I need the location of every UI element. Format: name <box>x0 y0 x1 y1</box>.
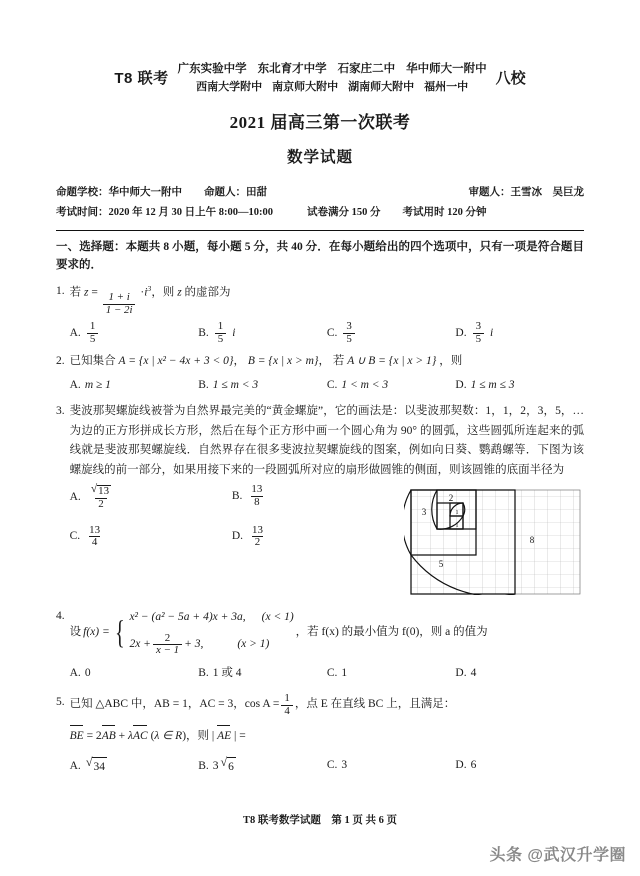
vector-ac: AC <box>133 726 148 747</box>
question-3-options-row1 <box>70 484 394 511</box>
stem-middle: ，则 <box>151 285 175 298</box>
option-label: B. <box>198 379 209 392</box>
question-number: 3. <box>56 404 65 417</box>
option-suffix: i <box>232 326 236 339</box>
option-c[interactable] <box>70 525 232 550</box>
page-footer: T8 联考数学试题 第 1 页 共 6 页 <box>242 815 397 826</box>
fraction-denominator: 5 <box>473 333 484 346</box>
stem-suffix: ，若 f(x) 的最小值为 f(0)，则 a 的值为 <box>295 625 488 638</box>
fraction-denominator: 5 <box>215 333 226 346</box>
svg-text:1: 1 <box>455 522 459 529</box>
svg-text:2: 2 <box>448 492 454 503</box>
option-d[interactable] <box>455 664 584 683</box>
question-2 <box>56 352 584 394</box>
sqrt-symbol: √ 6 <box>221 756 236 777</box>
set-a-definition: A = {x | x² − 4x + 3 < 0} <box>118 355 234 368</box>
option-text: 1 <box>341 667 348 680</box>
page-title: 2021 届高三第一次联考 <box>229 113 411 133</box>
option-label: B. <box>198 326 209 339</box>
option-b[interactable] <box>198 376 327 395</box>
option-a[interactable] <box>70 664 199 683</box>
fraction-numerator: 1 <box>284 691 290 704</box>
variable-z-2: z <box>177 285 182 298</box>
option-a[interactable] <box>70 321 199 346</box>
option-label: C. <box>69 530 81 543</box>
exam-body <box>56 231 584 777</box>
school-name: 广东实验中学 <box>177 63 247 75</box>
option-fraction <box>248 484 265 509</box>
option-a[interactable] <box>70 756 199 777</box>
case-2-fraction <box>153 633 182 658</box>
option-c[interactable] <box>327 756 456 775</box>
question-number: 4. <box>56 609 65 622</box>
fibonacci-spiral-figure <box>404 481 584 595</box>
stem-line-1b: ，点 E 在直线 BC 上，且满足： <box>294 698 456 711</box>
option-label: D. <box>455 759 467 772</box>
question-number: 2. <box>56 355 65 368</box>
question-number: 1. <box>56 284 65 297</box>
sqrt-symbol: √ 13 <box>90 482 110 497</box>
question-4 <box>56 607 584 683</box>
svg-text:5: 5 <box>438 558 444 569</box>
left-brace: { <box>114 614 125 651</box>
option-text: 6 <box>470 759 477 772</box>
fraction-numerator: 1 <box>217 319 224 332</box>
option-d[interactable] <box>455 376 584 395</box>
union-condition: A ∪ B = {x | x > 1} <box>347 355 437 368</box>
option-label: D. <box>455 326 467 339</box>
section-one-intro: 一、选择题：本题共 8 小题，每小题 5 分，共 40 分．在每小题给出的四个选项中，只有一项是符合题目要求的． <box>56 241 584 272</box>
option-d[interactable] <box>232 525 394 550</box>
option-b[interactable] <box>198 664 327 683</box>
option-fraction <box>215 321 226 346</box>
question-1-options <box>70 321 584 346</box>
option-label: A. <box>69 326 81 339</box>
fraction-denominator: 2 <box>95 498 106 511</box>
question-1 <box>56 282 584 346</box>
stem-prefix: 设 <box>69 625 82 638</box>
masthead <box>0 0 640 94</box>
exam-meta <box>56 183 584 223</box>
option-b[interactable] <box>232 484 394 509</box>
option-label: A. <box>69 760 81 773</box>
question-5 <box>56 693 584 777</box>
option-text: 1 或 4 <box>212 667 242 680</box>
case-2-condition: (x > 1) <box>237 638 270 651</box>
option-label: D. <box>455 379 467 392</box>
school-name: 福州一中 <box>424 80 469 93</box>
function-definition: f(x) = <box>83 625 110 638</box>
fraction-numerator: 1 + i <box>108 291 130 304</box>
proposer-school-label: 命题学校： <box>56 187 109 199</box>
proposer-label: 命题人： <box>204 187 246 199</box>
option-label: B. <box>198 760 209 773</box>
exponent: 3 <box>147 283 152 293</box>
fraction-numerator: 13 <box>252 523 263 536</box>
question-3 <box>56 402 584 595</box>
option-text: 4 <box>470 667 477 680</box>
exam-time-value: 2020 年 12 月 30 日上午 8:00—10:00 <box>108 207 273 219</box>
option-c[interactable] <box>327 376 456 395</box>
reviewer-label: 审题人： <box>468 187 511 199</box>
full-score: 试卷满分 150 分 <box>307 207 381 219</box>
watermark: 头条 @武汉升学圈 <box>489 847 626 864</box>
option-d[interactable] <box>455 321 584 346</box>
option-a[interactable] <box>70 484 232 511</box>
option-d[interactable] <box>455 756 584 775</box>
stem-prefix: 已知集合 <box>69 355 116 368</box>
proposer-school-value: 华中师大一附中 <box>108 187 182 199</box>
fraction-numerator: 13 <box>251 482 263 495</box>
proposer-value: 田甜 <box>246 187 267 199</box>
fraction-numerator: 13 <box>89 523 101 536</box>
fraction-denominator: 5 <box>343 333 354 346</box>
school-name: 东北育才中学 <box>257 63 327 75</box>
option-fraction <box>87 321 98 346</box>
fraction-numerator: 1 <box>89 319 96 332</box>
school-row-2 <box>196 80 468 95</box>
option-a[interactable] <box>70 376 199 395</box>
school-name: 南京师大附中 <box>272 80 339 93</box>
school-name: 华中师大一附中 <box>406 63 487 75</box>
option-b[interactable] <box>198 321 327 346</box>
page-subtitle: 数学试题 <box>286 149 353 167</box>
case-1-condition: (x < 1) <box>261 610 294 623</box>
stem-suffix: ，则 <box>439 355 463 368</box>
fraction-numerator: 2 <box>164 631 171 644</box>
t8-league-mark: T8 联考 <box>114 69 169 87</box>
question-stem <box>70 607 584 658</box>
question-number: 5. <box>56 695 65 708</box>
case-2-expression-b: + 3, <box>184 638 204 651</box>
option-text: 3 <box>341 759 348 772</box>
case-2-expression-a: 2x + <box>129 638 151 651</box>
school-row-1 <box>178 62 487 78</box>
piecewise-cases <box>112 607 294 658</box>
school-name: 西南大学附中 <box>196 80 263 93</box>
eight-schools-mark: 八校 <box>495 70 526 87</box>
option-label: A. <box>69 667 81 680</box>
question-5-options <box>70 756 584 777</box>
question-2-options <box>70 376 584 395</box>
fraction-numerator <box>87 484 115 498</box>
vector-be: BE <box>70 726 84 747</box>
sqrt-symbol: √ 34 <box>86 756 107 777</box>
condition-prefix: 若 <box>332 355 345 368</box>
meta-row-time <box>56 203 584 223</box>
option-fraction <box>473 321 484 346</box>
option-label: C. <box>326 326 338 339</box>
option-fraction <box>87 484 115 511</box>
option-label: C. <box>326 379 338 392</box>
option-label: A. <box>69 379 81 392</box>
option-fraction <box>86 525 103 550</box>
question-3-options-row2 <box>70 525 394 550</box>
question-4-options <box>70 664 584 683</box>
option-label: B. <box>231 489 243 502</box>
fraction-denominator: 5 <box>87 333 98 346</box>
school-name: 湖南师大附中 <box>348 80 415 93</box>
vector-ae: AE <box>217 726 231 747</box>
option-c[interactable] <box>327 321 456 346</box>
case-2 <box>129 633 293 658</box>
option-coefficient: 3 <box>212 760 219 773</box>
option-fraction <box>249 525 266 550</box>
option-text: 1 ≤ m ≤ 3 <box>470 379 515 392</box>
fraction-denominator: 4 <box>281 705 292 718</box>
fraction-denominator: 8 <box>251 496 262 509</box>
option-label: B. <box>198 667 209 680</box>
svg-text:1: 1 <box>455 509 459 516</box>
option-text: 1 < m < 3 <box>341 379 389 392</box>
exam-time-label: 考试时间： <box>56 207 109 219</box>
meta-row-proposer <box>56 183 584 203</box>
question-stem: 已知集合 A = {x | x² − 4x + 3 < 0}， B = {x | x > m}， 若 A ∪ B = {x | x > 1} ，则 <box>69 355 463 368</box>
option-b[interactable] <box>198 756 327 777</box>
imaginary-unit: i <box>144 285 148 298</box>
fraction-numerator: 3 <box>475 319 482 332</box>
option-suffix: i <box>490 326 494 339</box>
option-label: D. <box>455 667 467 680</box>
fraction-numerator: 3 <box>346 319 352 332</box>
fraction-denominator: 2 <box>252 536 263 549</box>
school-name: 石家庄二中 <box>337 63 396 75</box>
question-stem: 斐波那契螺旋线被誉为自然界最完美的“黄金螺旋”，它的画法是：以斐波那契数：1，1，2，3，5，…为边的正方形拼成长方形，然后在每个正方形中画一个圆心角为 90° 的圆弧，这些圆弧所连起来的弧线就是斐波那契螺旋线．自然界存在很多斐波拉契螺旋线的图案，例如向日葵、鹦鹉螺等．下图为该螺旋线的前一部分，如果用接下来的一段圆弧所对应的扇形做圆锥的侧面，则该圆锥的底面半径为 <box>69 404 584 477</box>
option-c[interactable] <box>327 664 456 683</box>
cosine-fraction <box>281 693 292 718</box>
question-stem-line-2: BE = 2AB + λAC (λ ∈ R)，则 | AE | = <box>70 726 584 747</box>
fraction-denominator: 1 − 2i <box>103 304 136 317</box>
option-label: C. <box>326 759 338 772</box>
variable-z: z <box>84 285 89 298</box>
case-1 <box>129 608 293 628</box>
fraction-denominator: 4 <box>89 536 100 549</box>
stem-prefix: 若 <box>69 285 82 298</box>
complex-fraction <box>103 292 136 317</box>
case-1-expression: x² − (a² − 5a + 4)x + 3a, <box>129 610 246 623</box>
option-label: A. <box>69 490 81 503</box>
option-fraction <box>343 321 354 346</box>
option-text: m ≥ 1 <box>84 379 111 392</box>
option-text: 1 ≤ m < 3 <box>212 379 259 392</box>
option-label: C. <box>326 667 338 680</box>
stem-suffix: 的虚部为 <box>184 285 231 298</box>
exam-duration: 考试用时 120 分钟 <box>402 207 487 219</box>
option-label: D. <box>231 530 243 543</box>
set-b-definition: B = {x | x > m} <box>247 355 319 368</box>
vector-ab: AB <box>102 726 116 747</box>
fraction-denominator: x − 1 <box>153 644 182 657</box>
question-stem: 若 z = $\frac{1 + i}{1 - 2i}$ $\cdot i^3$，则 z 的虚部为 <box>69 283 231 317</box>
svg-text:3: 3 <box>421 506 427 517</box>
school-list <box>178 62 487 94</box>
svg-text:8: 8 <box>529 534 535 545</box>
stem-line-1a: 已知 △ABC 中，AB = 1，AC = 3，cos A = <box>69 698 280 711</box>
question-stem-line-1 <box>70 693 584 718</box>
option-text: 0 <box>84 667 91 680</box>
reviewer-value: 王雪冰 吴巨龙 <box>510 187 584 199</box>
